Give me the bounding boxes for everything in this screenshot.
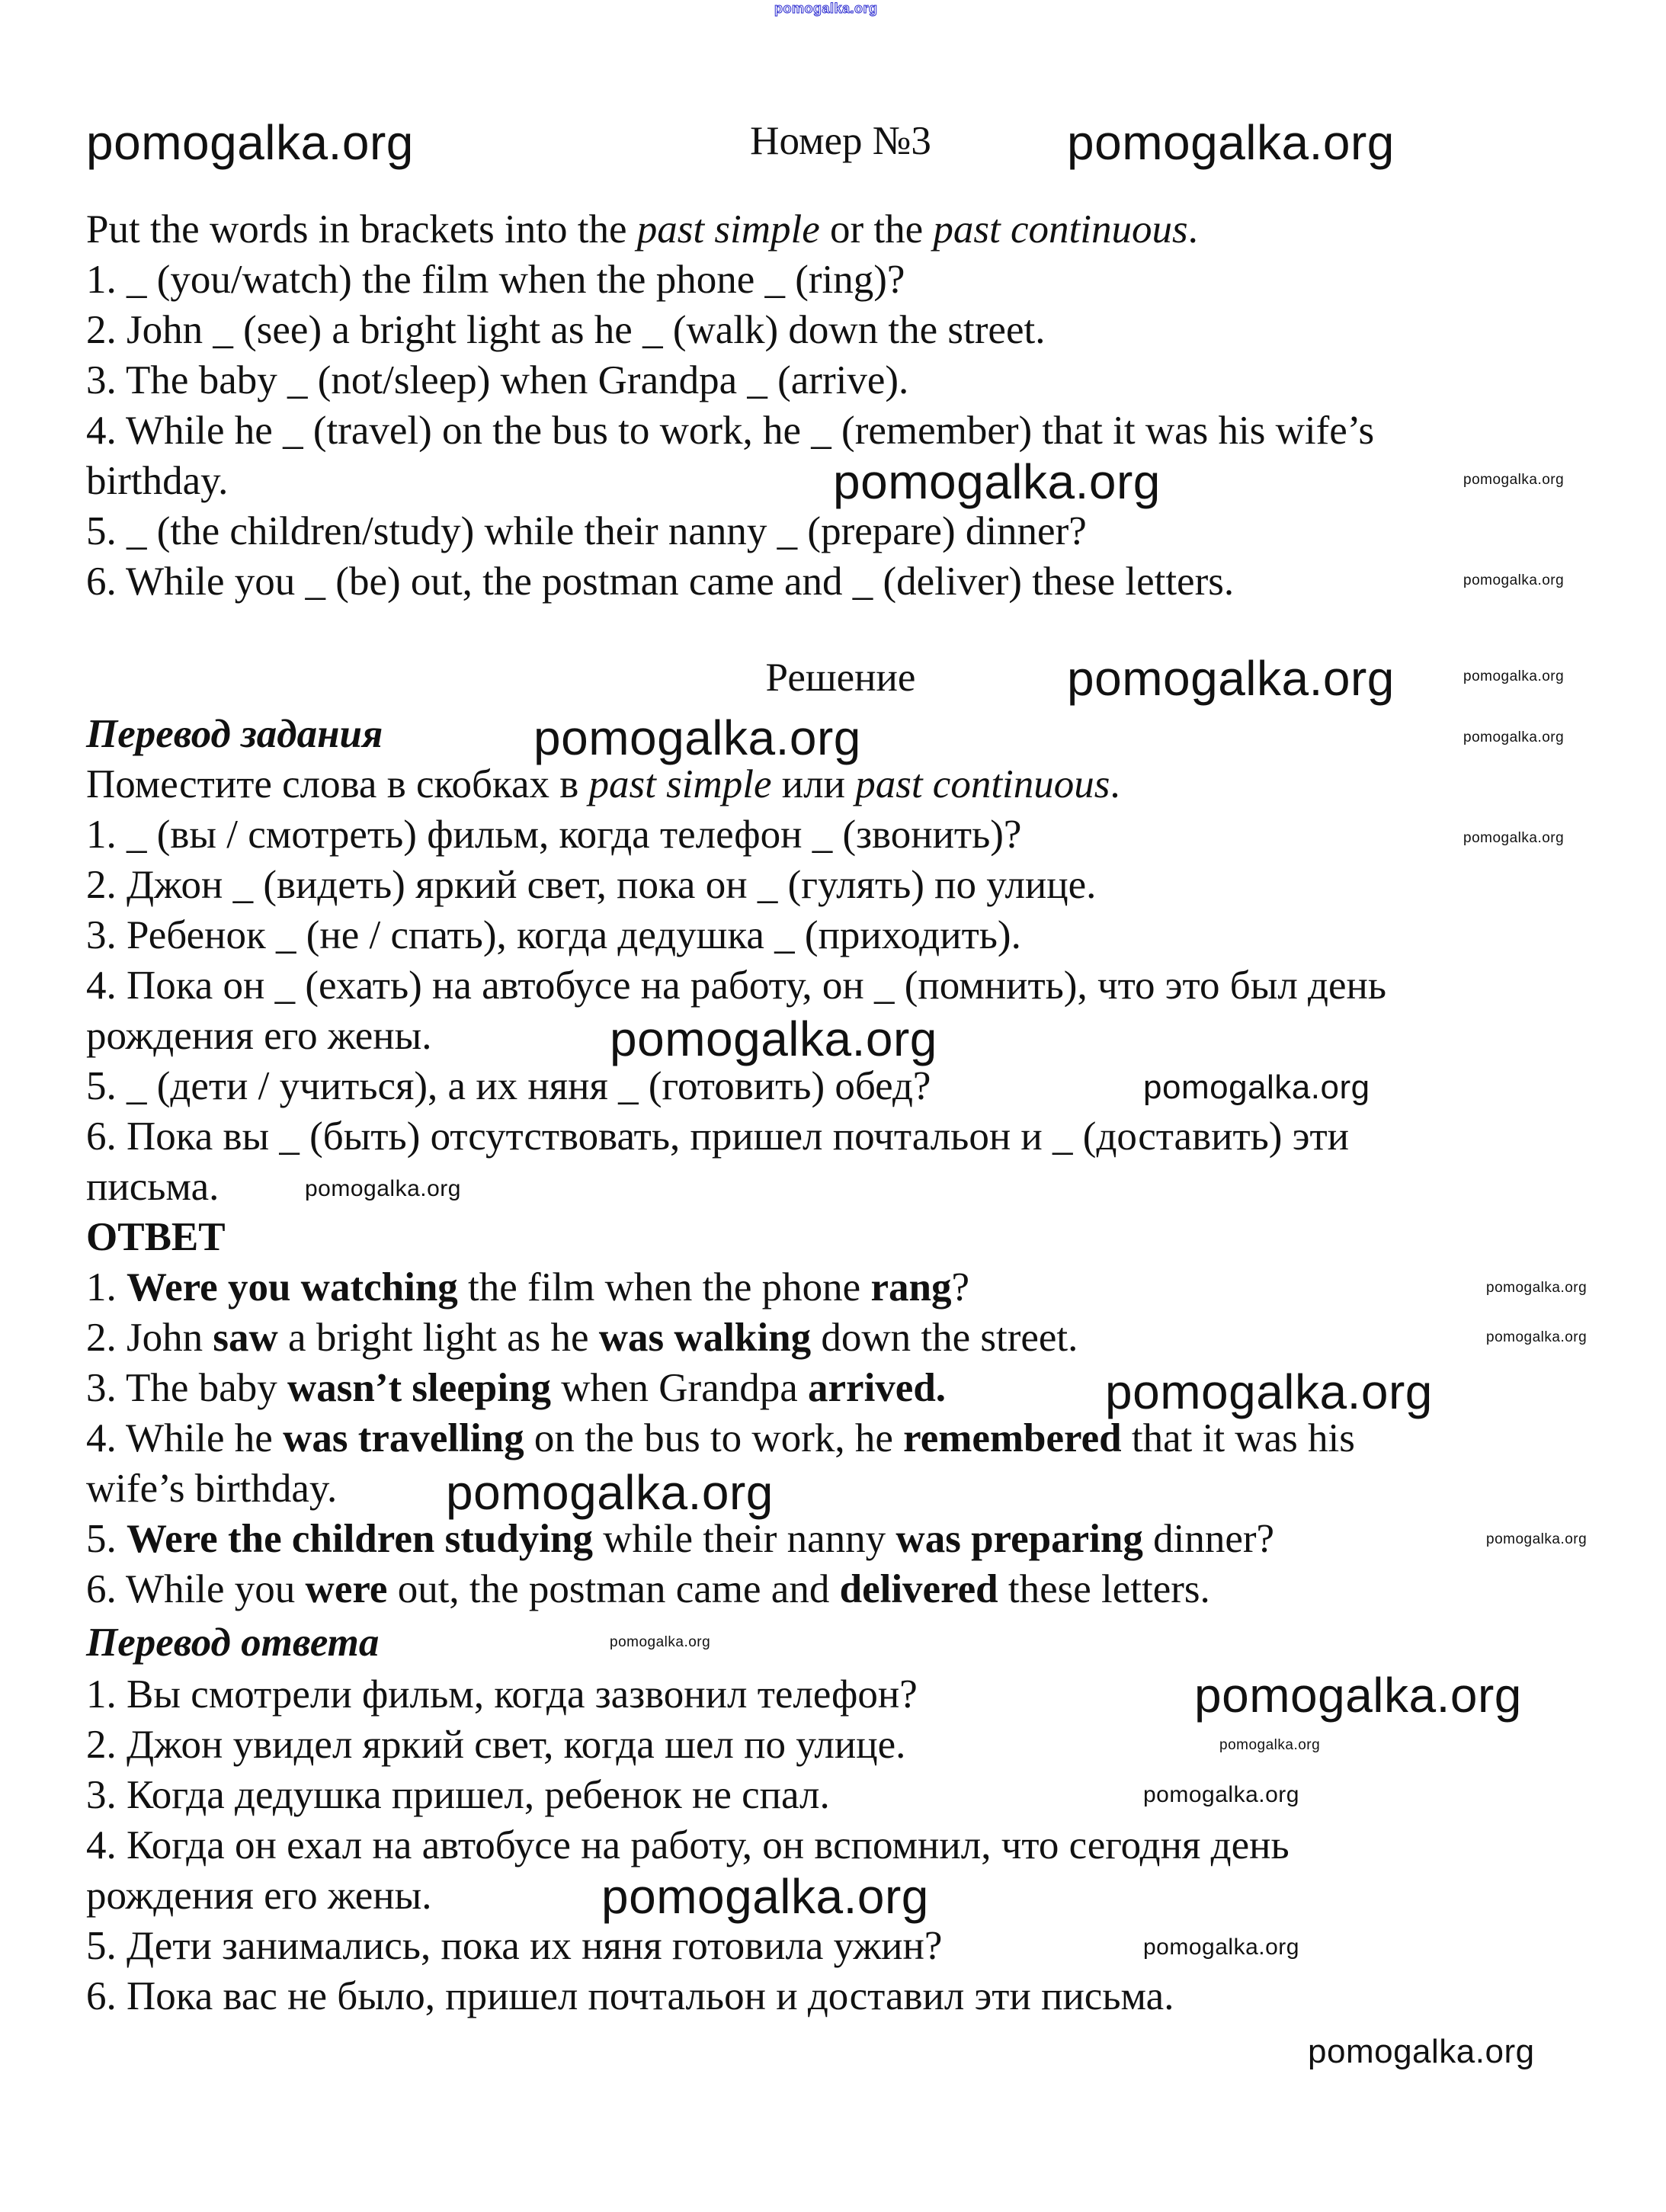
text-segment: Решение [765,656,916,700]
watermark: pomogalka.org [833,454,1161,509]
watermark: pomogalka.org [1067,115,1395,170]
text-line [86,1720,905,1770]
watermark: pomogalka.org [1463,572,1565,588]
text-line [86,456,228,506]
text-segment: a bright light as he [277,1316,599,1360]
text-line [86,910,1021,960]
text-line [86,1770,830,1820]
italic-term: past simple [588,762,772,806]
bold-answer: saw [213,1316,278,1360]
watermark: pomogalka.org [1463,830,1565,846]
text-segment: . [1110,762,1120,806]
watermark: pomogalka.org [601,1869,929,1924]
text-line [86,1162,219,1212]
watermark: pomogalka.org [1143,1069,1370,1106]
text-line [86,355,908,406]
text-segment: . [1187,207,1198,252]
watermark: pomogalka.org [1067,651,1395,706]
bold-answer: delivered [839,1567,998,1611]
text-segment: 1. Вы смотрели фильм, когда зазвонил телефон? [86,1672,918,1717]
text-segment: Номер №3 [750,119,931,163]
text-segment: 3. The baby [86,1366,287,1410]
watermark: pomogalka.org [86,115,414,170]
text-segment: or the [819,207,934,252]
watermark: pomogalka.org [1486,1329,1588,1345]
text-segment: that it was his [1121,1416,1355,1460]
text-segment: ОТВЕТ [86,1215,226,1259]
text-line [86,1921,942,1971]
text-segment: рождения его жены. [86,1014,432,1058]
bold-answer: remembered [903,1416,1122,1460]
text-segment: ? [951,1265,969,1310]
text-segment: out, the postman came and [387,1567,840,1611]
bold-answer: wasn’t sleeping [287,1366,551,1410]
bold-answer: was travelling [283,1416,524,1460]
text-line [86,1463,337,1514]
watermark: pomogalka.org [774,1,878,16]
bold-answer: Were you watching [127,1265,458,1310]
text-line [86,506,1087,556]
watermark: pomogalka.org [1486,1531,1588,1547]
watermark: pomogalka.org [446,1465,774,1520]
text-segment: 4. While he _ (travel) on the bus to work, he _ (remember) that it was his wife’s [86,409,1375,453]
text-segment: dinner? [1142,1517,1275,1561]
text-segment: 5. _ (the children/study) while their nanny _ (prepare) dinner? [86,509,1087,553]
text-segment: 2. Джон _ (видеть) яркий свет, пока он _ (гулять) по улице. [86,863,1097,907]
text-line [86,204,1198,255]
bold-answer: rang [870,1265,952,1310]
text-line [86,305,1045,355]
text-segment: 5. Дети занимались, пока их няня готовила ужин? [86,1924,943,1968]
text-segment: 1. [86,1265,127,1310]
text-line [86,406,1374,456]
text-segment: 4. Когда он ехал на автобусе на работу, он вспомнил, что сегодня день [86,1823,1290,1867]
text-segment: рождения его жены. [86,1874,432,1918]
title-heading [750,116,931,166]
text-segment: 4. Пока он _ (ехать) на автобусе на работу, он _ (помнить), что это был день [86,963,1387,1008]
text-line [86,1514,1274,1564]
text-segment: these letters. [998,1567,1210,1611]
text-segment: 6. Пока вы _ (быть) отсутствовать, пришел почтальон и _ (доставить) эти [86,1114,1349,1159]
watermark: pomogalka.org [305,1176,461,1201]
text-line [86,1971,1174,2021]
text-segment: 5. _ (дети / учиться), а их няня _ (готовить) обед? [86,1064,931,1108]
watermark: pomogalka.org [1143,1782,1299,1807]
text-line [86,960,1386,1011]
text-segment: 3. The baby _ (not/sleep) when Grandpa _ (arrive). [86,358,909,402]
bold-answer: was walking [598,1316,812,1360]
text-segment: 1. _ (вы / смотреть) фильм, когда телефон _ (звонить)? [86,813,1022,857]
watermark: pomogalka.org [610,1634,711,1650]
watermark: pomogalka.org [1219,1737,1321,1753]
text-line [86,255,905,305]
text-segment: 3. Ребенок _ (не / спать), когда дедушка _ (приходить). [86,913,1021,957]
text-segment: письма. [86,1165,219,1209]
answer-head-heading [86,1212,226,1262]
text-line [86,556,1234,607]
text-line [86,759,1120,809]
text-segment: Поместите слова в скобках в [86,762,589,806]
italic-term: past simple [636,207,820,252]
text-line [86,1363,946,1413]
watermark: pomogalka.org [1143,1935,1299,1960]
bold-answer: were [305,1567,388,1611]
watermark: pomogalka.org [1486,1280,1588,1296]
watermark: pomogalka.org [1308,2033,1535,2070]
watermark: pomogalka.org [1463,472,1565,488]
text-line [86,1820,1290,1871]
text-line [86,1413,1355,1463]
watermark: pomogalka.org [1194,1668,1522,1723]
text-segment: Перевод ответа [86,1621,380,1665]
text-segment: Перевод задания [86,712,383,756]
italic-term: past continuous [855,762,1110,806]
text-segment: 6. While you _ (be) out, the postman came and _ (deliver) these letters. [86,559,1235,604]
text-segment: 2. John _ (see) a bright light as he _ (walk) down the street. [86,308,1046,352]
watermark: pomogalka.org [1463,729,1565,745]
text-segment: 5. [86,1517,127,1561]
text-segment: down the street. [811,1316,1078,1360]
text-segment: Put the words in brackets into the [86,207,637,252]
text-line [86,1061,931,1111]
bold-answer: Were the children studying [127,1517,594,1561]
watermark: pomogalka.org [1463,668,1565,684]
bold-answer: arrived. [808,1366,947,1410]
text-segment: 1. _ (you/watch) the film when the phone _ (ring)? [86,258,905,302]
text-segment: wife’s birthday. [86,1467,338,1511]
bold-answer: was preparing [895,1517,1143,1561]
watermark: pomogalka.org [610,1011,937,1066]
text-segment: while their nanny [593,1517,896,1561]
text-line [86,1262,969,1313]
watermark: pomogalka.org [1105,1364,1433,1419]
section-heading [86,709,383,759]
italic-term: past continuous [933,207,1188,252]
watermark: pomogalka.org [533,710,861,765]
text-segment: 6. While you [86,1567,306,1611]
section-heading [86,1617,379,1668]
text-line [86,1564,1210,1614]
text-segment: 2. John [86,1316,213,1360]
text-line [86,1111,1349,1162]
text-line [86,1669,918,1720]
text-segment: birthday. [86,459,229,503]
text-line [86,809,1021,860]
text-segment: 2. Джон увидел яркий свет, когда шел по улице. [86,1723,906,1767]
text-segment: 6. Пока вас не было, пришел почтальон и доставил эти письма. [86,1974,1174,2018]
text-segment: или [771,762,856,806]
text-line [86,860,1096,910]
text-line [86,1313,1078,1363]
text-segment: 3. Когда дедушка пришел, ребенок не спал. [86,1773,830,1817]
text-segment: 4. While he [86,1416,284,1460]
text-segment: the film when the phone [457,1265,871,1310]
solution-heading [766,652,916,703]
text-segment: on the bus to work, he [524,1416,904,1460]
text-segment: when Grandpa [550,1366,809,1410]
text-line [86,1871,432,1921]
text-line [86,1011,432,1061]
